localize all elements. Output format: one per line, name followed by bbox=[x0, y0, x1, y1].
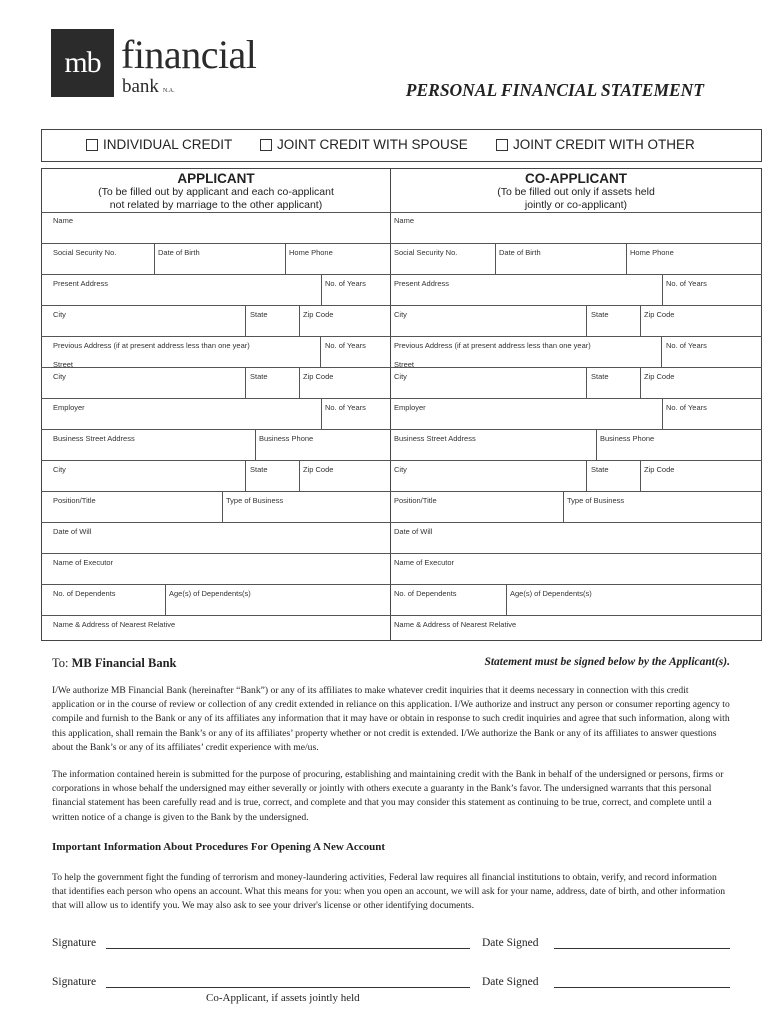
cell-divider bbox=[563, 491, 564, 522]
applicant-date-line[interactable] bbox=[554, 948, 730, 949]
applicant-zip-field[interactable]: Zip Code bbox=[303, 310, 334, 319]
coapplicant-position-field[interactable]: Position/Title bbox=[394, 496, 437, 505]
cell-divider bbox=[245, 305, 246, 336]
row-line bbox=[41, 553, 762, 554]
cell-divider bbox=[255, 429, 256, 460]
logo-bank bbox=[122, 77, 175, 101]
cell-divider bbox=[640, 305, 641, 336]
applicant-prev-zip-field[interactable]: Zip Code bbox=[303, 372, 334, 381]
coapplicant-business-city-field[interactable]: City bbox=[394, 465, 407, 474]
credit-option-joint-other[interactable] bbox=[496, 137, 695, 152]
coapplicant-heading: CO-APPLICANT bbox=[525, 171, 627, 186]
coapplicant-subtitle-2: jointly or co-applicant) bbox=[524, 199, 628, 211]
applicant-date-label: Date Signed bbox=[482, 937, 539, 949]
row-line bbox=[41, 584, 762, 585]
cell-divider bbox=[165, 584, 166, 615]
applicant-dependent-ages-field[interactable]: Age(s) of Dependents(s) bbox=[169, 589, 251, 598]
credit-option-label: JOINT CREDIT WITH OTHER bbox=[513, 137, 695, 152]
row-line bbox=[41, 212, 762, 213]
applicant-years-field[interactable]: No. of Years bbox=[325, 279, 366, 288]
cell-divider bbox=[640, 367, 641, 398]
cell-divider bbox=[320, 336, 321, 367]
cell-divider bbox=[596, 429, 597, 460]
coapplicant-business-phone-field[interactable]: Business Phone bbox=[600, 434, 655, 443]
cell-divider bbox=[299, 460, 300, 491]
cell-divider bbox=[661, 336, 662, 367]
coapplicant-zip-field[interactable]: Zip Code bbox=[644, 310, 675, 319]
coapplicant-employer-years-field[interactable]: No. of Years bbox=[666, 403, 707, 412]
coapplicant-dob-field[interactable]: Date of Birth bbox=[499, 248, 541, 257]
coapplicant-will-date-field[interactable]: Date of Will bbox=[394, 527, 433, 536]
applicant-business-zip-field[interactable]: Zip Code bbox=[303, 465, 334, 474]
cell-divider bbox=[626, 243, 627, 274]
addressee bbox=[52, 656, 177, 671]
page-title: PERSONAL FINANCIAL STATEMENT bbox=[405, 80, 704, 100]
applicant-prev-years-field[interactable]: No. of Years bbox=[325, 341, 366, 350]
logo-financial: financial bbox=[121, 32, 257, 77]
cell-divider bbox=[245, 367, 246, 398]
cell-divider bbox=[321, 398, 322, 429]
credit-option-joint-spouse[interactable] bbox=[260, 137, 468, 152]
applicant-subtitle-2: not related by marriage to the other applicant) bbox=[109, 199, 323, 211]
coapplicant-prev-years-field[interactable]: No. of Years bbox=[666, 341, 707, 350]
coapplicant-date-label: Date Signed bbox=[482, 976, 539, 988]
cell-divider bbox=[495, 243, 496, 274]
authorization-paragraph: I/We authorize MB Financial Bank (hereinafter “Bank”) or any of its affiliates to make whatever credit inquiries that it deems necessary in connection with this credit application or in the course of review or collection of any credit extended in reliance on this application. I/We authorize and instruct any person or consumer reporting agency to compile and furnish to the Bank or any of its affiliates any information that it may have or obtain in response to such credit inquiries and agree that such information, along with this application, shall remain the Bank’s or any of its affiliates’ property whether or not credit is extended. I/We authorize the Bank or any of its affiliates to answer questions about the Bank’s or any of its affiliates’ credit experience with me/us. bbox=[52, 685, 730, 753]
cell-divider bbox=[662, 274, 663, 305]
applicant-city-field[interactable]: City bbox=[53, 310, 66, 319]
coapplicant-signature-line[interactable] bbox=[106, 987, 470, 988]
coapplicant-prev-city-field[interactable]: City bbox=[394, 372, 407, 381]
applicant-ssn-field[interactable]: Social Security No. bbox=[53, 248, 117, 257]
applicant-business-phone-field[interactable]: Business Phone bbox=[259, 434, 314, 443]
row-line bbox=[41, 274, 762, 275]
coapplicant-home-phone-field[interactable]: Home Phone bbox=[630, 248, 674, 257]
coapplicant-signature-note: Co-Applicant, if assets jointly held bbox=[206, 992, 360, 1004]
important-info-heading: Important Information About Procedures For Opening A New Account bbox=[52, 841, 386, 853]
applicant-business-type-field[interactable]: Type of Business bbox=[226, 496, 284, 505]
row-line bbox=[41, 243, 762, 244]
row-line bbox=[41, 615, 762, 616]
applicant-business-state-field[interactable]: State bbox=[250, 465, 268, 474]
applicant-employer-years-field[interactable]: No. of Years bbox=[325, 403, 366, 412]
addressee-bank: MB Financial Bank bbox=[71, 656, 177, 670]
cell-divider bbox=[299, 305, 300, 336]
applicant-signature-line[interactable] bbox=[106, 948, 470, 949]
coapplicant-business-type-field[interactable]: Type of Business bbox=[567, 496, 625, 505]
coapplicant-dependents-field[interactable]: No. of Dependents bbox=[394, 589, 457, 598]
coapplicant-business-street-field[interactable]: Business Street Address bbox=[394, 434, 476, 443]
applicant-nearest-relative-field[interactable]: Name & Address of Nearest Relative bbox=[53, 620, 176, 629]
applicant-will-date-field[interactable]: Date of Will bbox=[53, 527, 92, 536]
coapplicant-employer-field[interactable]: Employer bbox=[394, 403, 426, 412]
addressee-prefix: To: bbox=[52, 656, 72, 670]
applicant-dependents-field[interactable]: No. of Dependents bbox=[53, 589, 116, 598]
cell-divider bbox=[586, 460, 587, 491]
applicant-previous-address-field[interactable]: Previous Address (if at present address less than one year) bbox=[53, 341, 250, 350]
coapplicant-street-field[interactable]: Street bbox=[394, 360, 415, 369]
row-line bbox=[41, 398, 762, 399]
information-paragraph: The information contained herein is submitted for the purpose of procuring, establishing and maintaining credit with the Bank in behalf of the undersigned or persons, firms or corporations in whose behalf the undersigned may either severally or jointly with others execute a guaranty in the Bank’s favor. The undersigned warrants that this personal financial statement has been carefully read and is true, correct, and complete and that you may consider this statement as continuing to be true, correct, and complete until a written notice of a change is given to the Bank by the undersigned. bbox=[52, 769, 724, 823]
applicant-dob-field[interactable]: Date of Birth bbox=[158, 248, 200, 257]
row-line bbox=[41, 305, 762, 306]
cell-divider bbox=[321, 274, 322, 305]
coapplicant-date-line[interactable] bbox=[554, 987, 730, 988]
coapplicant-nearest-relative-field[interactable]: Name & Address of Nearest Relative bbox=[394, 620, 517, 629]
cell-divider bbox=[640, 460, 641, 491]
cell-divider bbox=[245, 460, 246, 491]
applicant-business-street-field[interactable]: Business Street Address bbox=[53, 434, 135, 443]
checkbox-icon[interactable] bbox=[496, 139, 508, 151]
coapplicant-executor-field[interactable]: Name of Executor bbox=[394, 558, 455, 567]
applicant-prev-city-field[interactable]: City bbox=[53, 372, 66, 381]
coapplicant-dependent-ages-field[interactable]: Age(s) of Dependents(s) bbox=[510, 589, 592, 598]
cell-divider bbox=[285, 243, 286, 274]
coapplicant-prev-zip-field[interactable]: Zip Code bbox=[644, 372, 675, 381]
cell-divider bbox=[662, 398, 663, 429]
cell-divider bbox=[586, 305, 587, 336]
applicant-subtitle-1: (To be filled out by applicant and each co-applicant bbox=[98, 186, 334, 198]
applicant-business-city-field[interactable]: City bbox=[53, 465, 66, 474]
applicant-prev-state-field[interactable]: State bbox=[250, 372, 268, 381]
row-line bbox=[41, 429, 762, 430]
coapplicant-previous-address-field[interactable]: Previous Address (if at present address less than one year) bbox=[394, 341, 591, 350]
coapplicant-years-field[interactable]: No. of Years bbox=[666, 279, 707, 288]
coapplicant-business-zip-field[interactable]: Zip Code bbox=[644, 465, 675, 474]
logo-na: N.A. bbox=[162, 88, 175, 94]
logo-mark: mb bbox=[51, 29, 114, 97]
coapplicant-name-field[interactable]: Name bbox=[394, 216, 415, 225]
coapplicant-subtitle-1: (To be filled out only if assets held bbox=[497, 186, 655, 198]
coapplicant-ssn-field[interactable]: Social Security No. bbox=[394, 248, 458, 257]
row-line bbox=[41, 522, 762, 523]
signature-note: Statement must be signed below by the Applicant(s). bbox=[484, 656, 730, 668]
row-line bbox=[41, 460, 762, 461]
applicant-signature-label: Signature bbox=[52, 937, 97, 949]
applicant-street-field[interactable]: Street bbox=[53, 360, 74, 369]
applicant-present-address-field[interactable]: Present Address bbox=[53, 279, 109, 288]
credit-option-individual[interactable] bbox=[86, 137, 232, 152]
credit-option-label: INDIVIDUAL CREDIT bbox=[103, 137, 233, 152]
cell-divider bbox=[222, 491, 223, 522]
coapplicant-state-field[interactable]: State bbox=[591, 310, 609, 319]
credit-option-label: JOINT CREDIT WITH SPOUSE bbox=[277, 137, 468, 152]
applicant-heading: APPLICANT bbox=[177, 171, 255, 186]
patriot-act-paragraph: To help the government fight the funding of terrorism and money-laundering activities, Federal law requires all financial institutions to obtain, verify, and record information that identifies each person who opens an account. What this means for you: when you open an account, we will ask for your name, address, date of birth, and other information that will allow us to identify you. We may also ask to see your driver's license or other identifying documents. bbox=[52, 872, 726, 912]
coapplicant-present-address-field[interactable]: Present Address bbox=[394, 279, 450, 288]
coapplicant-prev-state-field[interactable]: State bbox=[591, 372, 609, 381]
cell-divider bbox=[154, 243, 155, 274]
applicant-home-phone-field[interactable]: Home Phone bbox=[289, 248, 333, 257]
cell-divider bbox=[586, 367, 587, 398]
coapplicant-city-field[interactable]: City bbox=[394, 310, 407, 319]
logo-bank-text: bank bbox=[122, 76, 159, 97]
coapplicant-business-state-field[interactable]: State bbox=[591, 465, 609, 474]
applicant-employer-field[interactable]: Employer bbox=[53, 403, 85, 412]
checkbox-icon[interactable] bbox=[260, 139, 272, 151]
coapplicant-signature-label: Signature bbox=[52, 976, 97, 988]
column-divider bbox=[390, 168, 391, 641]
row-line bbox=[41, 491, 762, 492]
checkbox-icon[interactable] bbox=[86, 139, 98, 151]
cell-divider bbox=[299, 367, 300, 398]
cell-divider bbox=[506, 584, 507, 615]
applicant-executor-field[interactable]: Name of Executor bbox=[53, 558, 114, 567]
applicant-state-field[interactable]: State bbox=[250, 310, 268, 319]
applicant-position-field[interactable]: Position/Title bbox=[53, 496, 96, 505]
applicant-name-field[interactable]: Name bbox=[53, 216, 74, 225]
row-line bbox=[41, 336, 762, 337]
